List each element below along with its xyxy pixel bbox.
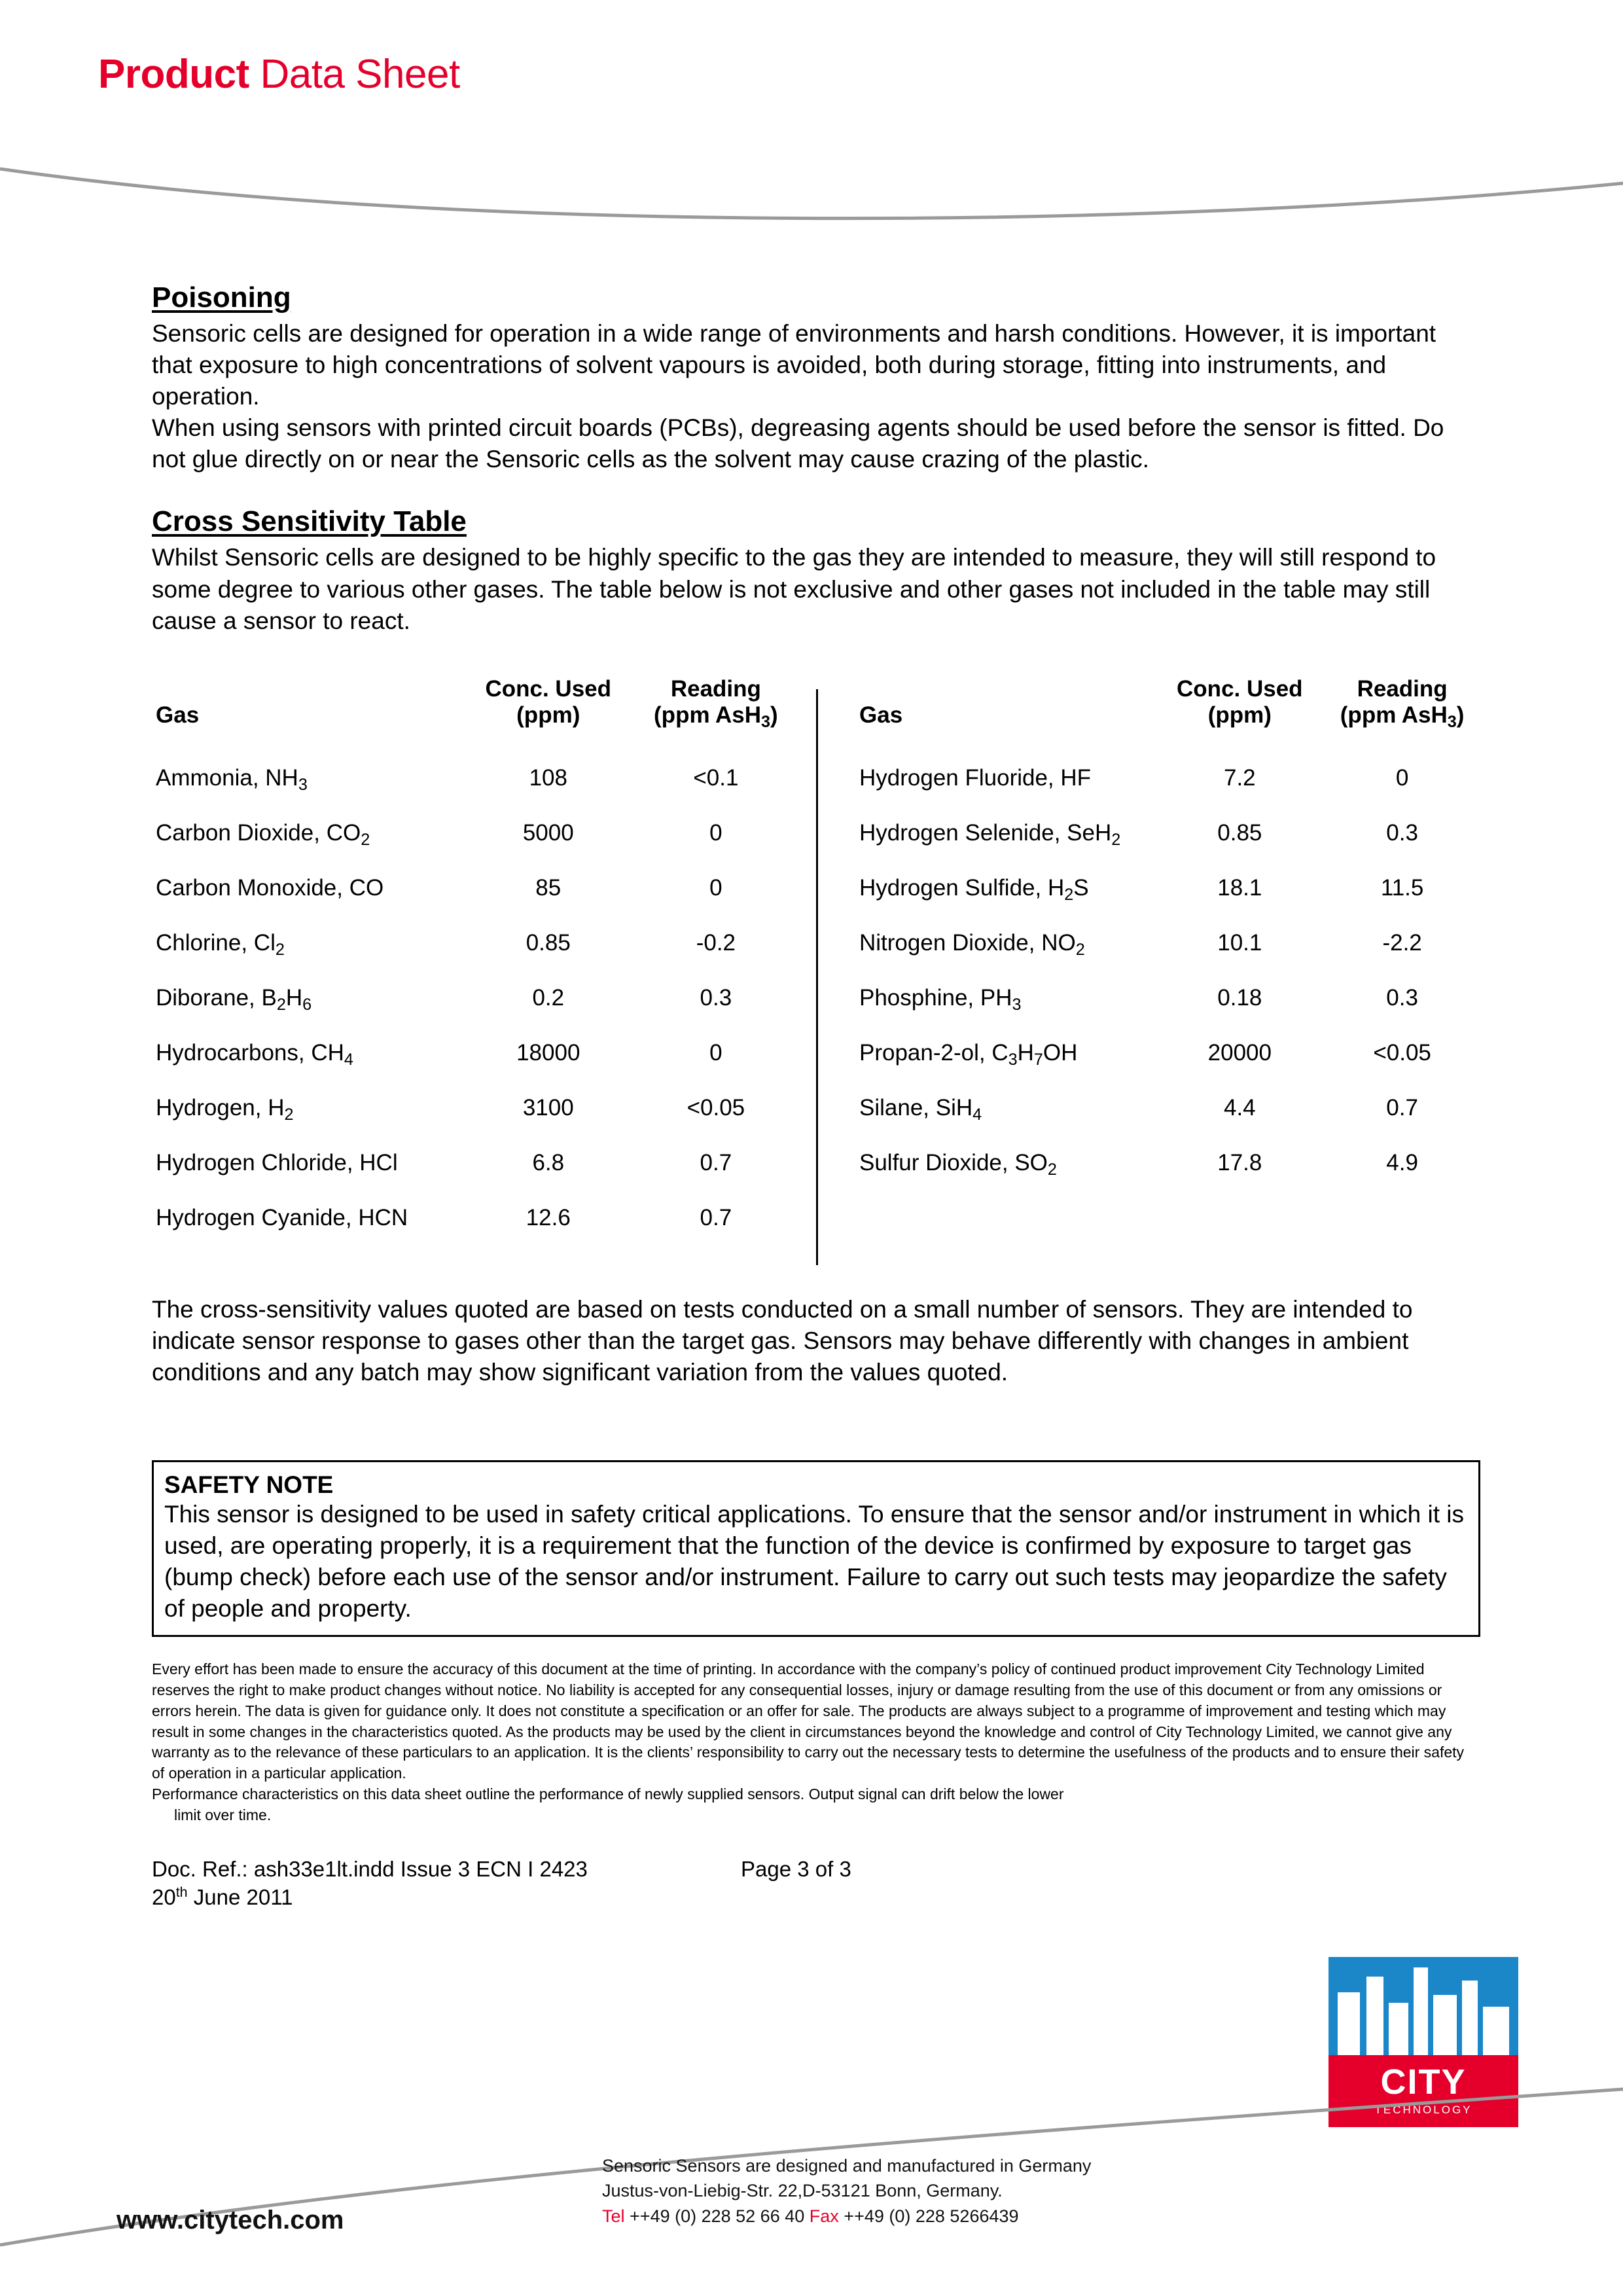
- table-cell-conc: 0.18: [1217, 984, 1262, 1011]
- table-row: [855, 751, 1480, 806]
- table-row: [152, 1081, 796, 1136]
- conc-header-line1: Conc. Used: [1177, 675, 1303, 702]
- table-cell-gas: Silane, SiH$_4$: [859, 1094, 982, 1124]
- safety-note-title: SAFETY NOTE: [164, 1471, 334, 1499]
- table-row: [152, 1136, 796, 1191]
- table-cell-gas: Diborane, $B_2H_6$: [156, 984, 312, 1014]
- doc-date-ordinal: th: [175, 1884, 188, 1901]
- cross-sensitivity-table: [152, 676, 1480, 1246]
- doc-date-day: 20: [152, 1885, 176, 1910]
- table-cell-reading: 0.7: [1386, 1094, 1418, 1121]
- poisoning-paragraph-2: When using sensors with printed circuit boards (PCBs), degreasing agents should be used before the sensor is fitted. Do not glue directly on or near the Sensoric cells as the solvent may cause crazing of the plastic.: [152, 414, 1444, 473]
- table-cell-reading: 0.7: [700, 1204, 732, 1230]
- table-cell-reading: -2.2: [1382, 929, 1422, 956]
- table-cell-gas: Carbon Dioxide, $CO_2$: [156, 819, 370, 850]
- table-cell-reading: 0.3: [1386, 819, 1418, 846]
- footer-fax-label: Fax: [809, 2206, 839, 2226]
- table-left-column: [152, 676, 816, 1246]
- column-header-conc-used: [461, 676, 635, 751]
- table-row: [152, 1191, 796, 1246]
- reading-header-line1: Reading: [670, 675, 761, 702]
- table-cell-gas: Hydrogen Selenide, SeH$_2$: [859, 819, 1121, 850]
- page-title-bold: Product: [98, 52, 249, 97]
- footer-website-url[interactable]: www.citytech.com: [116, 2206, 344, 2234]
- column-header-conc-used: [1155, 676, 1324, 751]
- footer-contact-line: [602, 2204, 1091, 2229]
- section-heading-cross-sensitivity: Cross Sensitivity Table: [152, 505, 467, 538]
- table-cell-conc: 85: [535, 874, 562, 901]
- table-cell-gas: Hydrogen Sulfide, $H_2S$: [859, 874, 1089, 905]
- table-cell-conc: 3100: [522, 1094, 574, 1121]
- table-cell-gas: Propan-2-ol, $C_3H_7OH$: [859, 1039, 1078, 1069]
- table-cell-conc: 0.2: [532, 984, 565, 1011]
- table-header-row: [855, 676, 1480, 751]
- safety-note-text: This sensor is designed to be used in safety critical applications. To ensure that the sensor and/or instrument in which it is used, are operating properly, it is a requirement that the function of the device is confirmed by exposure to target gas (bump check) before each use of the sensor and/or instrument. Failure to carry out such tests may jeopardize the safety of people and property.: [164, 1501, 1465, 1623]
- table-cell-gas: Hydrogen Chloride, HCl: [156, 1149, 398, 1175]
- disclaimer-main: Every effort has been made to ensure the accuracy of this document at the time of printing. In accordance with the company’s policy of continued product improvement City Technology Limited reserves the right to make product changes without notice. No liability is accepted for any consequential losses, injury or damage resulting from the use of this document or from any omissions or errors herein. The data is given for guidance only. It does not constitute a specification or an offer for sale. The products are always subject to a programme of improvement and testing which may result in some changes in the characteristics quoted. As the products may be used by the client in circumstances beyond the knowledge and control of City Technology Limited, we cannot give any warranty as to the relevance of these particulars to an application. It is the clients’ responsibility to carry out the necessary tests to determine the usefulness of the products and to ensure their safety of operation in a particular application.: [152, 1660, 1465, 1782]
- reading-header-line2-post: ): [1456, 702, 1465, 728]
- table-cell-conc: 12.6: [526, 1204, 571, 1230]
- page-number: Page 3 of 3: [741, 1857, 851, 1882]
- top-rule-decoration: [0, 157, 1623, 242]
- table-cell-reading: 0: [1395, 764, 1409, 791]
- safety-note-inner: [164, 1471, 1468, 1624]
- doc-ref-line-2: [152, 1884, 1480, 1912]
- table-cell-gas: Sulfur Dioxide, $SO_2$: [859, 1149, 1057, 1179]
- conc-header-line1: Conc. Used: [485, 675, 612, 702]
- table-row: [152, 861, 796, 916]
- table-cell-gas: Nitrogen Dioxide, $NO_2$: [859, 929, 1085, 960]
- reading-header-line2-pre: (ppm AsH: [654, 702, 762, 728]
- table-cell-conc: 6.8: [532, 1149, 565, 1175]
- table-cell-gas: Hydrogen, $H_2$: [156, 1094, 294, 1124]
- logo-technology-text: TECHNOLOGY: [1374, 2104, 1472, 2116]
- table-cell-conc: 0.85: [1217, 819, 1262, 846]
- table-cell-gas: Hydrogen Cyanide, HCN: [156, 1204, 408, 1230]
- reading-header-subscript: 3: [1447, 713, 1457, 732]
- conc-header-line2: (ppm): [516, 702, 580, 728]
- table-row: [855, 1026, 1480, 1081]
- table-cell-gas: Hydrocarbons, $CH_4$: [156, 1039, 353, 1069]
- table-cell-conc: 7.2: [1223, 764, 1256, 791]
- table-cell-gas: Carbon Monoxide, CO: [156, 874, 384, 901]
- table-row: [855, 806, 1480, 861]
- cross-sensitivity-intro: Whilst Sensoric cells are designed to be highly specific to the gas they are intended to measure, they will still respond to some degree to various other gases. The table below is not exclusive and other gases not included in the table may still cause a sensor to react.: [152, 544, 1436, 634]
- table-cell-gas: Phosphine, $PH_3$: [859, 984, 1022, 1014]
- reading-header-line2-post: ): [770, 702, 778, 728]
- doc-date-rest: June 2011: [187, 1885, 293, 1910]
- column-header-gas: Gas: [859, 702, 903, 728]
- disclaimer-performance-cont: limit over time.: [174, 1806, 272, 1823]
- reading-header-subscript: 3: [761, 713, 771, 732]
- conc-header-line2: (ppm): [1207, 702, 1272, 728]
- disclaimer-block: [152, 1659, 1480, 1825]
- table-cell-gas: Ammonia, $NH_3$: [156, 764, 308, 795]
- table-cell-gas: Chlorine, $Cl_2$: [156, 929, 285, 960]
- table-cell-reading: 0: [709, 1039, 722, 1066]
- footer-address-block: [602, 2153, 1091, 2229]
- table-cell-conc: 10.1: [1217, 929, 1262, 956]
- table-row: [152, 971, 796, 1026]
- spacer: [152, 475, 1480, 505]
- table-row: [152, 806, 796, 861]
- footer-line-1: Sensoric Sensors are designed and manufactured in Germany: [602, 2156, 1092, 2176]
- page-title-light: Data Sheet: [249, 52, 460, 97]
- table-row: [152, 916, 796, 971]
- table-cell-reading: <0.05: [1373, 1039, 1431, 1066]
- disclaimer-performance: Performance characteristics on this data sheet outline the performance of newly supplied sensors. Output signal can drift below the lower: [152, 1785, 1064, 1803]
- table-cell-conc: 5000: [522, 819, 574, 846]
- table-cell-conc: 18.1: [1217, 874, 1262, 901]
- table-cell-reading: 4.9: [1386, 1149, 1418, 1175]
- footer-line-2: Justus-von-Liebig-Str. 22,D-53121 Bonn, Germany.: [602, 2181, 1003, 2201]
- table-row: [152, 751, 796, 806]
- document-reference: [152, 1856, 1480, 1912]
- doc-ref-line-1: Doc. Ref.: ash33e1lt.indd Issue 3 ECN I 2423: [152, 1857, 588, 1882]
- footer-tel-number: ++49 (0) 228 52 66 40: [630, 2206, 805, 2226]
- page-title: [98, 51, 460, 98]
- table-cell-gas: Hydrogen Fluoride, HF: [859, 764, 1092, 791]
- column-header-reading: [635, 676, 796, 751]
- table-cell-reading: 0: [709, 874, 722, 901]
- table-row: [152, 1026, 796, 1081]
- table-cell-reading: 0.3: [700, 984, 732, 1011]
- table-cell-conc: 0.85: [526, 929, 571, 956]
- section-heading-poisoning: Poisoning: [152, 281, 291, 314]
- table-cell-conc: 20000: [1207, 1039, 1272, 1066]
- reading-header-line2-pre: (ppm AsH: [1340, 702, 1448, 728]
- table-cell-conc: 18000: [516, 1039, 580, 1066]
- logo-city-text: CITY: [1380, 2062, 1467, 2102]
- cross-sensitivity-note: The cross-sensitivity values quoted are based on tests conducted on a small number of sensors. They are intended to indicate sensor response to gases other than the target gas. Sensors may behave differently with changes in ambient conditions and any batch may show significant variation from the values quoted.: [152, 1295, 1413, 1386]
- reading-header-line1: Reading: [1357, 675, 1448, 702]
- table-row: [855, 916, 1480, 971]
- table-header-row: [152, 676, 796, 751]
- logo-skyline-graphic: [1329, 1957, 1518, 2055]
- table-row: [855, 1136, 1480, 1191]
- table-cell-reading: -0.2: [696, 929, 736, 956]
- table-cell-reading: <0.05: [687, 1094, 745, 1121]
- table-row: [855, 971, 1480, 1026]
- table-cell-conc: 17.8: [1217, 1149, 1262, 1175]
- safety-note-box: [152, 1460, 1480, 1637]
- table-cell-reading: <0.1: [693, 764, 739, 791]
- footer-tel-label: Tel: [602, 2206, 625, 2226]
- table-cell-reading: 0.7: [700, 1149, 732, 1175]
- document-body: [152, 281, 1480, 1912]
- column-header-gas: Gas: [156, 702, 200, 728]
- column-header-reading: [1324, 676, 1480, 751]
- table-cell-conc: 4.4: [1223, 1094, 1256, 1121]
- table-cell-reading: 0.3: [1386, 984, 1418, 1011]
- footer-fax-number: ++49 (0) 228 5266439: [844, 2206, 1019, 2226]
- table-row: [855, 861, 1480, 916]
- table-cell-conc: 108: [529, 764, 567, 791]
- table-cell-reading: 11.5: [1380, 874, 1424, 901]
- table-row: [855, 1081, 1480, 1136]
- table-cell-reading: 0: [709, 819, 722, 846]
- table-right-column: [816, 676, 1480, 1246]
- poisoning-paragraph-1: Sensoric cells are designed for operation in a wide range of environments and harsh conditions. However, it is important that exposure to high concentrations of solvent vapours is avoided, both during storage, fitting into instruments, and operation.: [152, 320, 1436, 410]
